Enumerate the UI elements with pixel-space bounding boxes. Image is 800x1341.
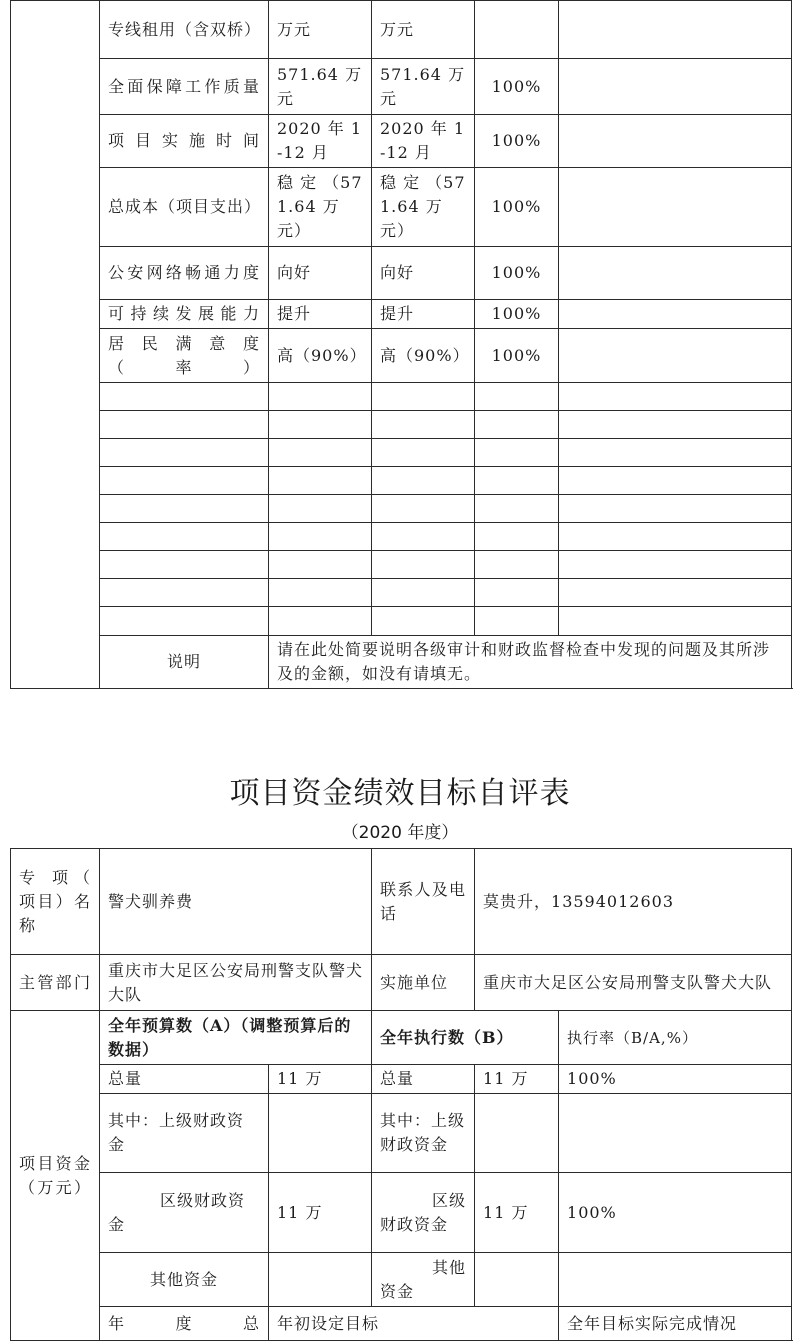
upper-budget	[269, 1094, 372, 1173]
rate-value	[475, 1, 559, 59]
empty-cell	[269, 579, 372, 607]
table-row	[11, 59, 792, 115]
empty-cell	[269, 467, 372, 495]
note-cell	[559, 329, 792, 383]
empty-row	[11, 495, 792, 523]
indicator-name: 全面保障工作质量	[100, 59, 269, 115]
annual-label: 年度总	[100, 1307, 269, 1341]
table-row	[11, 300, 792, 329]
note-cell	[559, 59, 792, 115]
rate-value: 100%	[475, 59, 559, 115]
empty-cell	[100, 495, 269, 523]
dept-label: 主管部门	[11, 955, 100, 1011]
empty-cell	[559, 579, 792, 607]
contact-label: 联系人及电话	[372, 849, 475, 955]
empty-row	[11, 467, 792, 495]
indicator-name: 可持续发展能力	[100, 300, 269, 329]
empty-cell	[100, 551, 269, 579]
empty-cell	[269, 495, 372, 523]
empty-cell	[372, 467, 475, 495]
empty-cell	[269, 523, 372, 551]
empty-cell	[559, 467, 792, 495]
total-budget: 11 万	[269, 1065, 372, 1094]
actual-value: 稳 定 （571.64 万元）	[372, 168, 475, 247]
note-cell	[559, 247, 792, 300]
district-rate: 100%	[559, 1173, 792, 1253]
empty-cell	[372, 495, 475, 523]
impl-value: 重庆市大足区公安局刑警支队警犬大队	[475, 955, 792, 1011]
dept-value: 重庆市大足区公安局刑警支队警犬大队	[100, 955, 372, 1011]
upper-exec	[475, 1094, 559, 1173]
empty-cell	[100, 579, 269, 607]
target-value: 高（90%）	[269, 329, 372, 383]
empty-cell	[100, 607, 269, 636]
rate-header: 执行率（B/A,%）	[559, 1011, 792, 1065]
empty-cell	[559, 551, 792, 579]
empty-cell	[372, 607, 475, 636]
actual-value: 2020 年 1-12 月	[372, 115, 475, 168]
other-exec	[475, 1253, 559, 1307]
district-exec: 11 万	[475, 1173, 559, 1253]
table-row	[11, 1173, 792, 1253]
explain-label: 说明	[100, 636, 269, 689]
actual-value: 向好	[372, 247, 475, 300]
empty-cell	[269, 383, 372, 411]
district-label: 区级财政资金	[100, 1173, 269, 1253]
other-label: 其他资金	[100, 1253, 269, 1307]
actual-value: 万元	[372, 1, 475, 59]
table-row	[11, 168, 792, 247]
indicator-name: 总成本（项目支出）	[100, 168, 269, 247]
empty-cell	[559, 523, 792, 551]
table-row	[11, 1065, 792, 1094]
empty-cell	[100, 439, 269, 467]
empty-cell	[372, 551, 475, 579]
empty-cell	[475, 467, 559, 495]
target-value: 571.64 万元	[269, 59, 372, 115]
rate-value: 100%	[475, 168, 559, 247]
empty-row	[11, 579, 792, 607]
contact-value: 莫贵升，13594012603	[475, 849, 792, 955]
other-budget	[269, 1253, 372, 1307]
table-row	[11, 1094, 792, 1173]
empty-row	[11, 383, 792, 411]
funds-label: 项目资金（万元）	[11, 1011, 100, 1341]
impl-label: 实施单位	[372, 955, 475, 1011]
empty-cell	[372, 439, 475, 467]
rate-value: 100%	[475, 247, 559, 300]
exec-header: 全年执行数（B）	[372, 1011, 559, 1065]
project-name: 警犬驯养费	[100, 849, 372, 955]
table-row	[11, 329, 792, 383]
actual-value: 571.64 万元	[372, 59, 475, 115]
target-value: 2020 年 1-12 月	[269, 115, 372, 168]
empty-cell	[475, 579, 559, 607]
empty-cell	[559, 383, 792, 411]
indicator-rows	[11, 1, 792, 689]
table-row	[11, 1, 792, 59]
table-row	[11, 1307, 792, 1341]
rate-value: 100%	[475, 300, 559, 329]
form-year: （2020 年度）	[341, 823, 459, 843]
form-title: 项目资金绩效目标自评表	[229, 776, 571, 811]
empty-cell	[475, 383, 559, 411]
self-evaluation-table	[10, 848, 792, 1341]
total-exec-label: 总量	[372, 1065, 475, 1094]
empty-row	[11, 551, 792, 579]
indicator-name: 居 民 满 意 度（率）	[100, 329, 269, 383]
explain-row	[11, 636, 792, 689]
actual-value: 提升	[372, 300, 475, 329]
actual-goal-header: 全年目标实际完成情况	[559, 1307, 792, 1341]
empty-row	[11, 411, 792, 439]
indicator-name: 项目实施时间	[100, 115, 269, 168]
note-cell	[559, 1, 792, 59]
total-rate: 100%	[559, 1065, 792, 1094]
empty-cell	[475, 439, 559, 467]
table-row	[11, 1253, 792, 1307]
initial-goal-header: 年初设定目标	[269, 1307, 559, 1341]
table-row	[11, 1011, 792, 1065]
table-row	[11, 955, 792, 1011]
empty-cell	[475, 411, 559, 439]
category-cell	[11, 1, 100, 689]
district-exec-label: 区级财政资金	[372, 1173, 475, 1253]
project-label: 专 项（ 项目）名称	[11, 849, 100, 955]
explain-text: 请在此处简要说明各级审计和财政监督检查中发现的问题及其所涉及的金额，如没有请填无。	[269, 636, 792, 689]
target-value: 向好	[269, 247, 372, 300]
target-value: 提升	[269, 300, 372, 329]
empty-cell	[475, 495, 559, 523]
indicator-table	[10, 0, 792, 689]
empty-cell	[559, 411, 792, 439]
indicator-name: 专线租用（含双桥）	[100, 1, 269, 59]
empty-row	[11, 439, 792, 467]
note-cell	[559, 115, 792, 168]
empty-cell	[559, 439, 792, 467]
rate-value: 100%	[475, 329, 559, 383]
indicator-name: 公安网络畅通力度	[100, 247, 269, 300]
empty-cell	[100, 467, 269, 495]
empty-cell	[269, 411, 372, 439]
target-value: 稳 定 （571.64 万元）	[269, 168, 372, 247]
empty-cell	[372, 523, 475, 551]
upper-exec-label: 其中：上级财政资金	[372, 1094, 475, 1173]
empty-cell	[372, 579, 475, 607]
upper-label: 其中：上级财政资金	[100, 1094, 269, 1173]
other-rate	[559, 1253, 792, 1307]
empty-row	[11, 607, 792, 636]
empty-cell	[475, 551, 559, 579]
table-row	[11, 849, 792, 955]
note-cell	[559, 300, 792, 329]
upper-rate	[559, 1094, 792, 1173]
other-exec-label: 其他资金	[372, 1253, 475, 1307]
empty-cell	[475, 607, 559, 636]
rate-value: 100%	[475, 115, 559, 168]
empty-cell	[269, 607, 372, 636]
empty-cell	[100, 411, 269, 439]
budget-header: 全年预算数（A）（调整预算后的数据）	[100, 1011, 372, 1065]
empty-cell	[100, 383, 269, 411]
table-row	[11, 247, 792, 300]
empty-cell	[100, 523, 269, 551]
empty-cell	[559, 495, 792, 523]
note-cell	[559, 168, 792, 247]
empty-cell	[269, 551, 372, 579]
table-row	[11, 115, 792, 168]
district-budget: 11 万	[269, 1173, 372, 1253]
total-label: 总量	[100, 1065, 269, 1094]
empty-cell	[475, 523, 559, 551]
empty-cell	[372, 411, 475, 439]
actual-value: 高（90%）	[372, 329, 475, 383]
target-value: 万元	[269, 1, 372, 59]
empty-cell	[372, 383, 475, 411]
empty-cell	[559, 607, 792, 636]
empty-row	[11, 523, 792, 551]
empty-cell	[269, 439, 372, 467]
total-exec: 11 万	[475, 1065, 559, 1094]
